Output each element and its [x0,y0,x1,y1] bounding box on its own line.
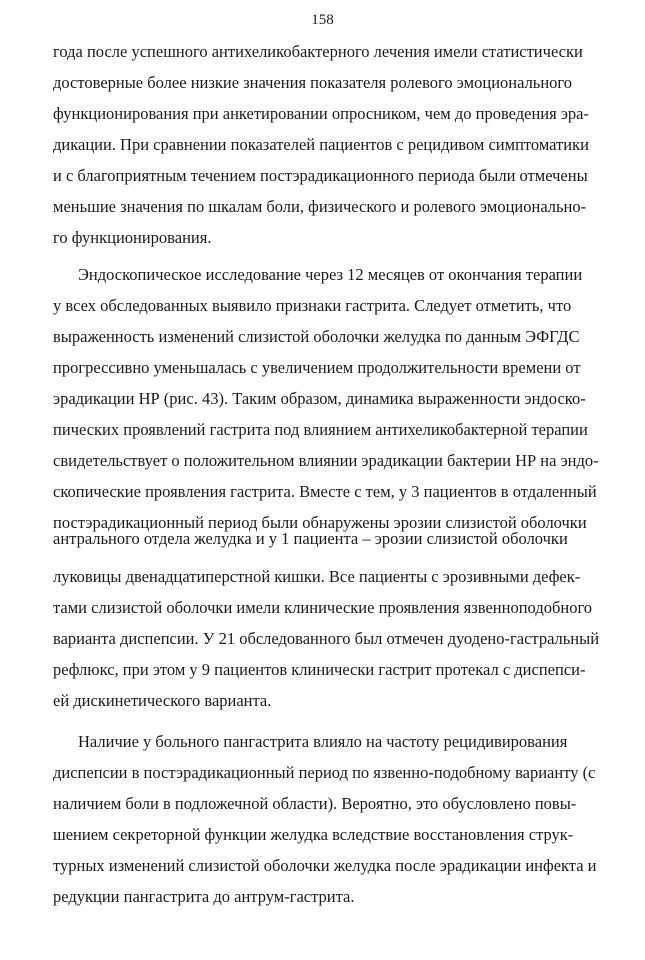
text-line: диспепсии в постэрадикационный период по язвенно-подобному варианту (с [53,763,596,782]
text-line: шением секреторной функции желудка вследствие восстановления струк- [53,825,574,844]
text-line: прогрессивно уменьшалась с увеличением продолжительности времени от [53,358,581,377]
text-line: свидетельствует о положительном влиянии эрадикации бактерии НР на эндо- [53,451,599,470]
page-number: 158 [311,12,334,28]
text-line: и с благоприятным течением постэрадикационного периода были отмечены [53,166,588,185]
text-line: турных изменений слизистой оболочки желудка после эрадикации инфекта и [53,856,597,875]
text-line: скопические проявления гастрита. Вместе с тем, у 3 пациентов в отдаленный [53,482,597,501]
text-line: постэрадикационный период были обнаружены эрозии слизистой оболочки [53,513,587,532]
text-line: варианта диспепсии. У 21 обследованного был отмечен дуодено-гастральный [53,629,600,648]
text-line: дикации. При сравнении показателей пациентов с рецидивом симптоматики [53,135,589,154]
text-line: года после успешного антихеликобактерного лечения имели статистически [53,42,583,61]
text-line: достоверные более низкие значения показателя ролевого эмоционального [53,73,573,92]
text-line: редукции пангастрита до антрум-гастрита. [53,887,355,906]
text-line: Эндоскопическое исследование через 12 месяцев от окончания терапии [78,265,583,284]
text-line: ей дискинетического варианта. [53,691,272,710]
text-line: антрального отдела желудка и у 1 пациента – эрозии слизистой оболочки [53,529,568,548]
text-line: тами слизистой оболочки имели клинические проявления язвенноподобного [53,598,593,617]
text-line: наличием боли в подложечной области). Вероятно, это обусловлено повы- [53,794,577,813]
text-line: выраженность изменений слизистой оболочки желудка по данным ЭФГДС [53,327,580,346]
text-line: луковицы двенадцатиперстной кишки. Все пациенты с эрозивными дефек- [53,567,581,586]
text-line: го функционирования. [53,228,212,247]
text-line: рефлюкс, при этом у 9 пациентов клинически гастрит протекал с диспепси- [53,660,586,679]
text-line: пических проявлений гастрита под влиянием антихеликобактерной терапии [53,420,588,439]
text-line: Наличие у больного пангастрита влияло на частоту рецидивирования [78,732,568,751]
text-line: у всех обследованных выявило признаки гастрита. Следует отметить, что [53,296,572,315]
text-line: функционирования при анкетировании опросником, чем до проведения эра- [53,104,590,123]
text-line: эрадикации НР (рис. 43). Таким образом, динамика выраженности эндоско- [53,389,586,408]
text-line: меньшие значения по шкалам боли, физического и ролевого эмоционально- [53,197,587,216]
